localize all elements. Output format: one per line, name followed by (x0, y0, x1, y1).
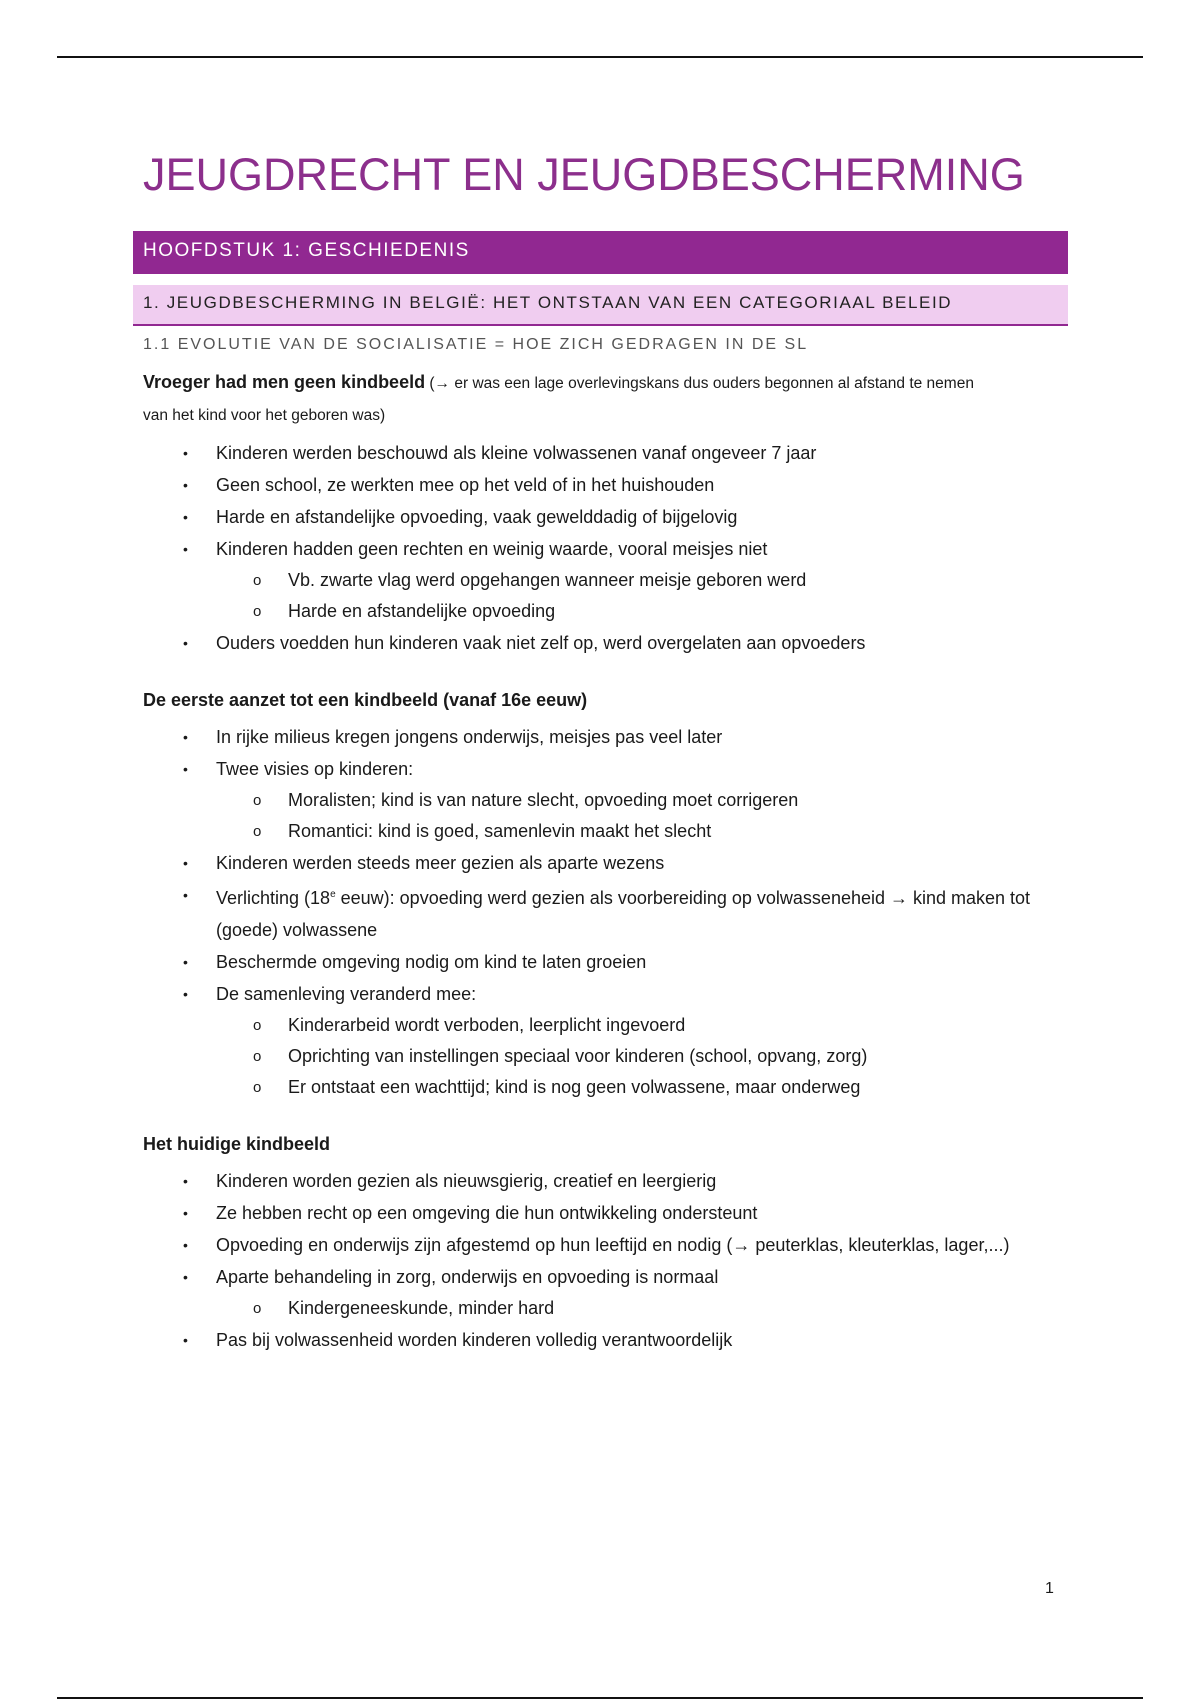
list-item: • Kinderen werden steeds meer gezien als aparte wezens (133, 847, 1046, 879)
list-item: • Verlichting (18e eeuw): opvoeding werd gezien als voorbereiding op volwasseneheid → kind maken tot (goede) volwassene (133, 879, 1046, 946)
sublist (216, 1293, 1046, 1324)
circle-bullet-icon: o (253, 1079, 262, 1096)
bullet-icon: • (183, 509, 188, 525)
sublist (216, 565, 1046, 627)
list-item: • In rijke milieus kregen jongens onderwijs, meisjes pas veel later (133, 721, 1046, 753)
bullet-icon: • (183, 1332, 188, 1348)
circle-bullet-icon: o (253, 792, 262, 809)
bullet-icon: • (183, 1173, 188, 1189)
bullet-icon: • (183, 954, 188, 970)
bullet-icon: • (183, 887, 188, 903)
sublist (216, 785, 1046, 847)
sublist-item: o Kinderarbeid wordt verboden, leerplicht ingevoerd (133, 1010, 1046, 1041)
document-page (133, 140, 1068, 1356)
intro-paragraph (143, 367, 1003, 431)
footer-rule (57, 1697, 1143, 1699)
bullet-icon: • (183, 541, 188, 557)
bullet-icon: • (183, 477, 188, 493)
intro-note: (→ er was een lage overlevingskans dus ouders begonnen al afstand te nemen van het kind voor het geboren was) (143, 375, 974, 424)
list-item: • Ouders voedden hun kinderen vaak niet zelf op, werd overgelaten aan opvoeders (133, 627, 1046, 659)
sublist (216, 1010, 1046, 1103)
heading-first-childview: De eerste aanzet tot een kindbeeld (vanaf 16e eeuw) (143, 690, 588, 710)
sublist-item: o Romantici: kind is goed, samenlevin maakt het slecht (133, 816, 1046, 847)
list-item: • Aparte behandeling in zorg, onderwijs en opvoeding is normaal o Kindergeneeskunde, minder hard (133, 1261, 1046, 1324)
bullet-icon: • (183, 855, 188, 871)
list-item: • Pas bij volwassenheid worden kinderen volledig verantwoordelijk (133, 1324, 1046, 1356)
circle-bullet-icon: o (253, 1048, 262, 1065)
list-past (133, 437, 1068, 659)
list-current (133, 1165, 1068, 1356)
list-item: • Kinderen werden beschouwd als kleine volwassenen vanaf ongeveer 7 jaar (133, 437, 1046, 469)
sublist-item: o Oprichting van instellingen speciaal voor kinderen (school, opvang, zorg) (133, 1041, 1046, 1072)
list-16th-century (133, 721, 1068, 1103)
list-item: • Kinderen worden gezien als nieuwsgierig, creatief en leergierig (133, 1165, 1046, 1197)
sublist-item: o Vb. zwarte vlag werd opgehangen wanneer meisje geboren werd (133, 565, 1046, 596)
list-item: • Beschermde omgeving nodig om kind te laten groeien (133, 946, 1046, 978)
list-item: • Opvoeding en onderwijs zijn afgestemd op hun leeftijd en nodig (→ peuterklas, kleuterklas, lager,...) (133, 1229, 1046, 1261)
sublist-item: o Er ontstaat een wachttijd; kind is nog geen volwassene, maar onderweg (133, 1072, 1046, 1103)
heading-current-childview: Het huidige kindbeeld (143, 1134, 331, 1154)
circle-bullet-icon: o (253, 1300, 262, 1317)
bullet-icon: • (183, 761, 188, 777)
list-item: • De samenleving veranderd mee: o Kinderarbeid wordt verboden, leerplicht ingevoerd o Oprichting van instellingen speciaal voor kinderen (school, opvang, zorg) o Er ontstaat een wachttijd; kind is nog geen volwassene, maar onderweg (133, 978, 1046, 1103)
sublist-item: o Harde en afstandelijke opvoeding (133, 596, 1046, 627)
header-rule (57, 56, 1143, 58)
list-item: • Ze hebben recht op een omgeving die hun ontwikkeling ondersteunt (133, 1197, 1046, 1229)
bullet-icon: • (183, 1237, 188, 1253)
circle-bullet-icon: o (253, 572, 262, 589)
intro-bold: Vroeger had men geen kindbeeld (143, 372, 426, 392)
section-heading: 1. JEUGDBESCHERMING IN BELGIË: HET ONTSTAAN VAN EEN CATEGORIAAL BELEID (133, 285, 1068, 326)
subsection-heading: 1.1 EVOLUTIE VAN DE SOCIALISATIE = HOE ZICH GEDRAGEN IN DE SL (143, 336, 809, 353)
bullet-icon: • (183, 1269, 188, 1285)
circle-bullet-icon: o (253, 603, 262, 620)
sublist-item: o Moralisten; kind is van nature slecht, opvoeding moet corrigeren (133, 785, 1046, 816)
chapter-heading: HOOFDSTUK 1: GESCHIEDENIS (133, 231, 1068, 274)
circle-bullet-icon: o (253, 1017, 262, 1034)
document-title: JEUGDRECHT EN JEUGDBESCHERMING (143, 149, 1025, 200)
bullet-icon: • (183, 729, 188, 745)
bullet-icon: • (183, 635, 188, 651)
circle-bullet-icon: o (253, 823, 262, 840)
list-item: • Twee visies op kinderen: o Moralisten; kind is van nature slecht, opvoeding moet corrigeren o Romantici: kind is goed, samenlevin maakt het slecht (133, 753, 1046, 847)
bullet-icon: • (183, 986, 188, 1002)
list-item: • Kinderen hadden geen rechten en weinig waarde, vooral meisjes niet o Vb. zwarte vlag werd opgehangen wanneer meisje geboren werd o Harde en afstandelijke opvoeding (133, 533, 1046, 627)
page-number: 1 (1045, 1580, 1054, 1597)
bullet-icon: • (183, 445, 188, 461)
list-item: • Harde en afstandelijke opvoeding, vaak gewelddadig of bijgelovig (133, 501, 1046, 533)
sublist-item: o Kindergeneeskunde, minder hard (133, 1293, 1046, 1324)
bullet-icon: • (183, 1205, 188, 1221)
list-item: • Geen school, ze werkten mee op het veld of in het huishouden (133, 469, 1046, 501)
